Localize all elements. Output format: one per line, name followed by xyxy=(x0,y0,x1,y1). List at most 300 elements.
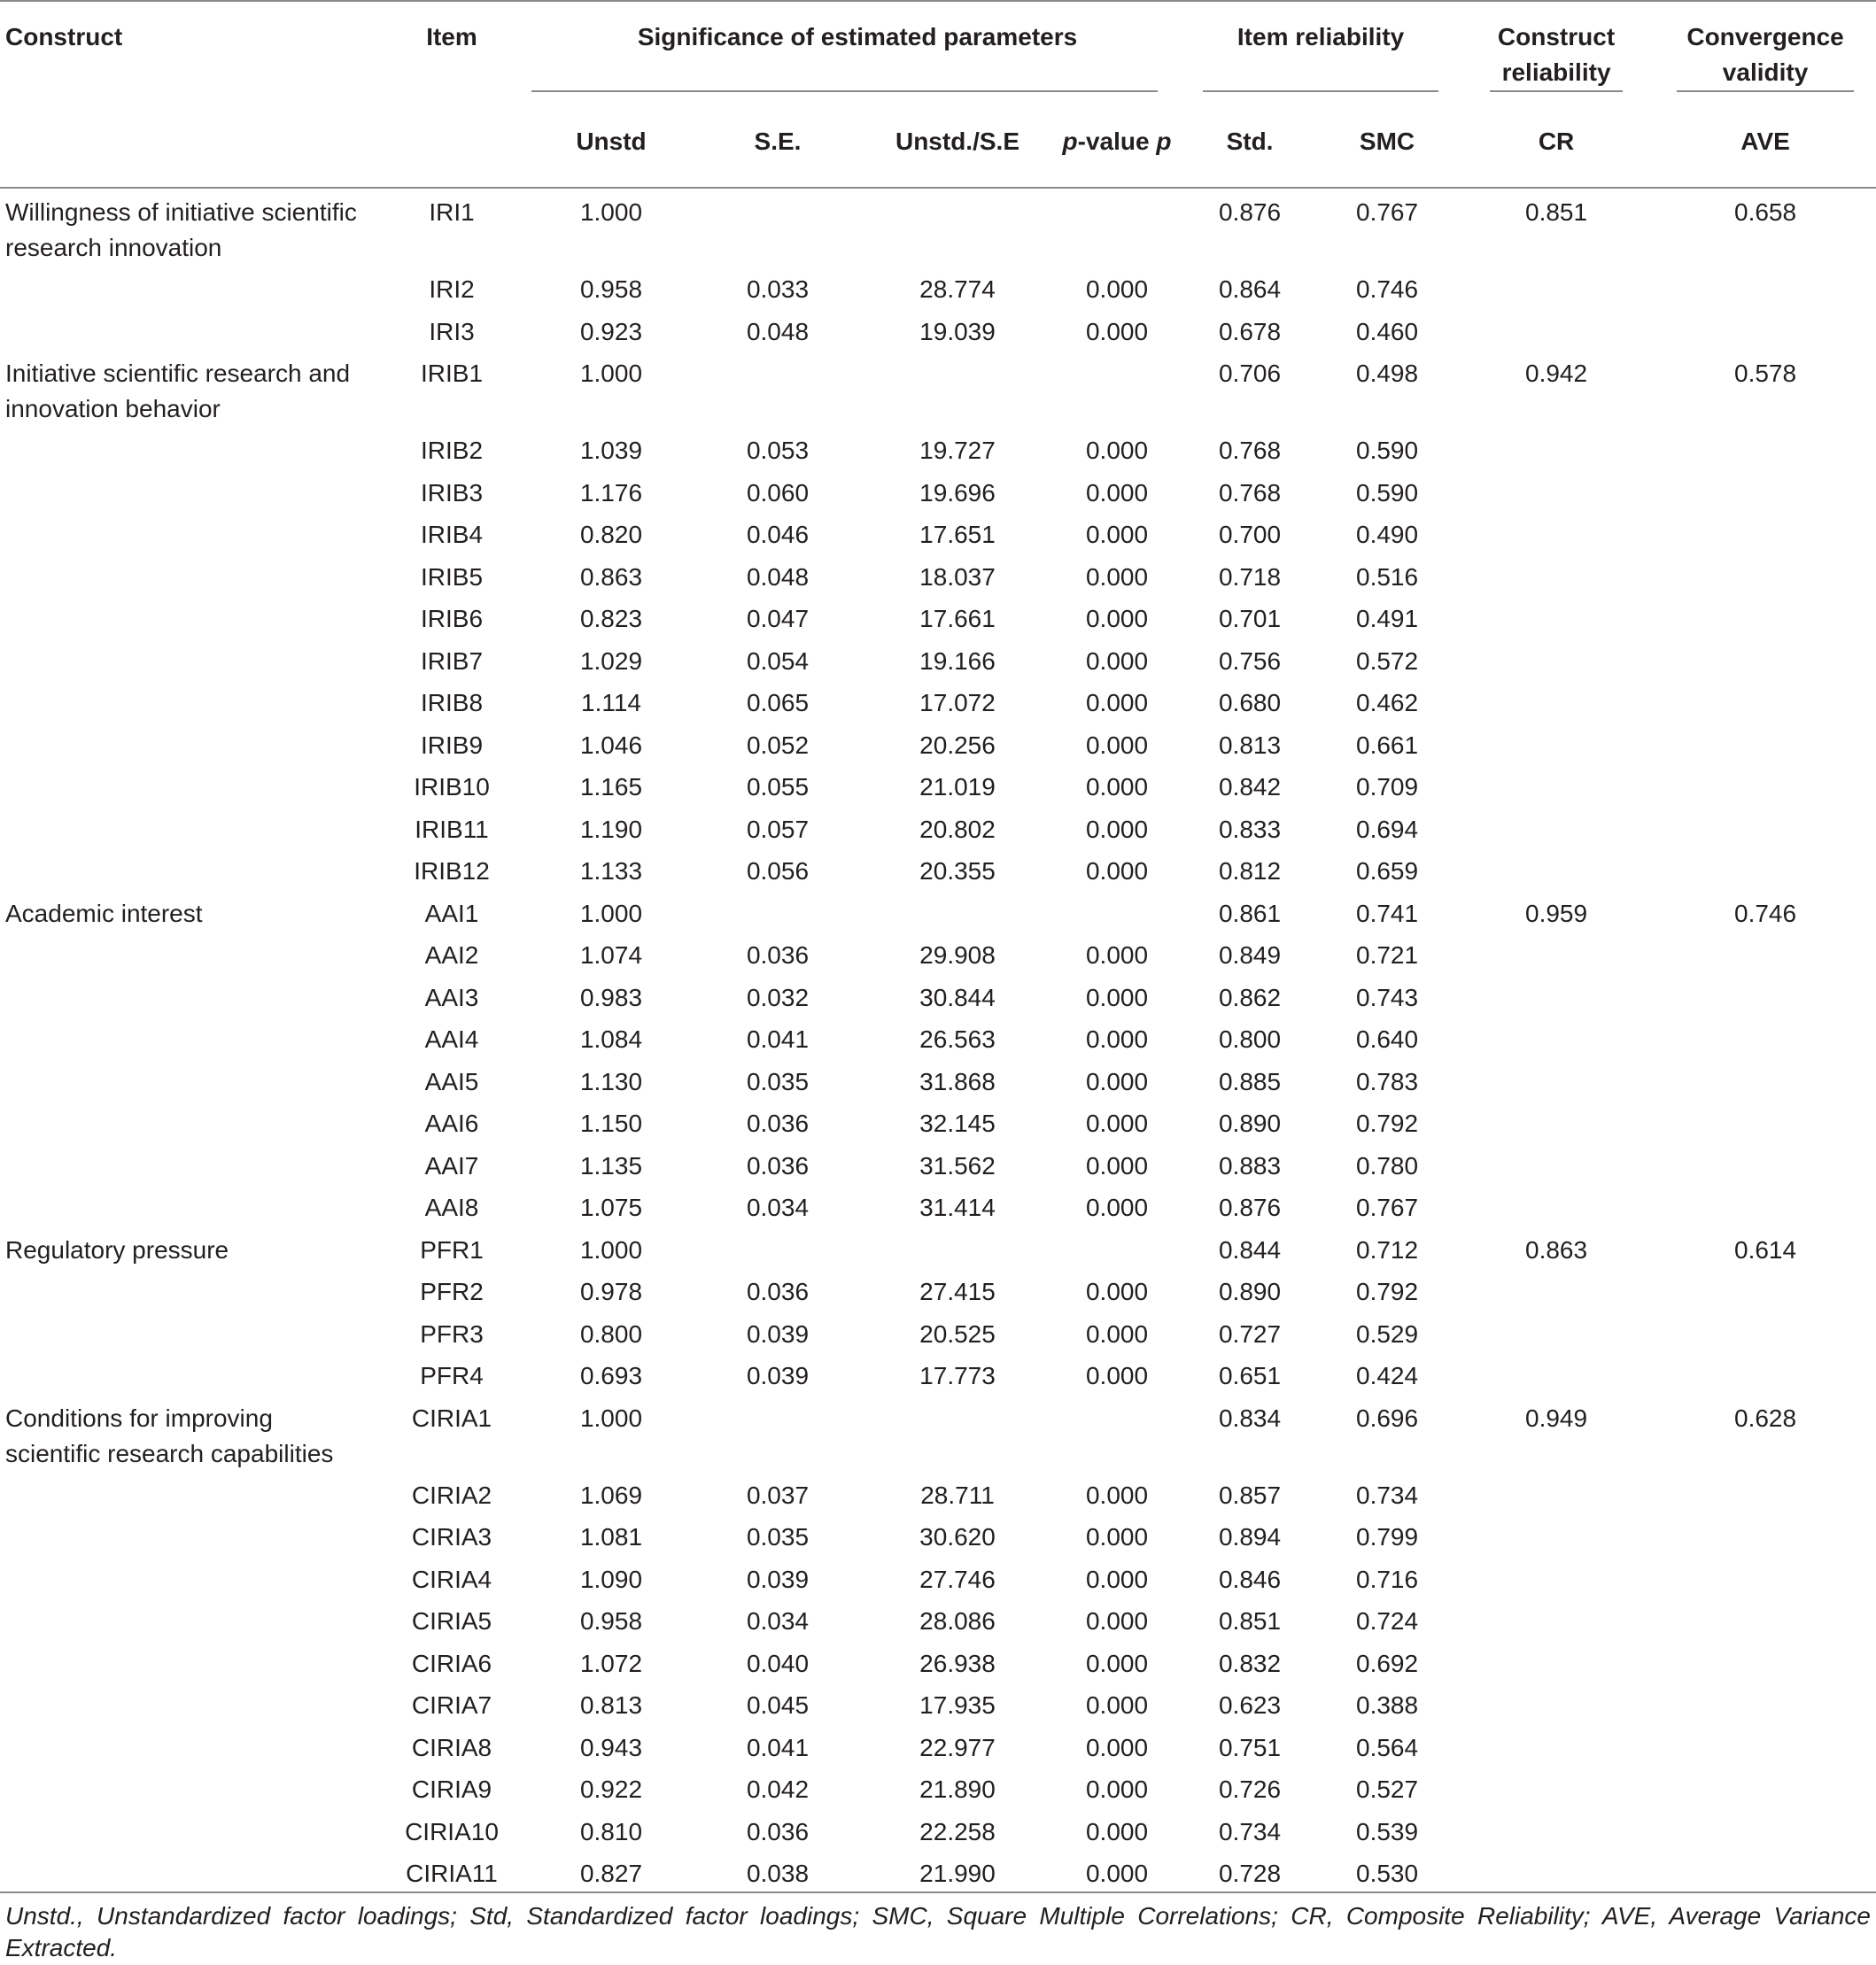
cell-unstd-se: 21.890 xyxy=(919,1775,996,1803)
cell-unstd: 1.000 xyxy=(579,360,643,387)
table-row xyxy=(0,638,1876,680)
table-row xyxy=(0,1472,1876,1514)
cell-cr xyxy=(1458,1352,1655,1395)
cell-std: 0.727 xyxy=(1218,1319,1282,1348)
cell-item: CIRIA8 xyxy=(411,1733,492,1761)
table-row xyxy=(0,1640,1876,1683)
cell-ave: 0.746 xyxy=(1734,899,1797,927)
cell-pvalue: 0.000 xyxy=(1085,1775,1149,1803)
cell-ave: 0.578 xyxy=(1734,360,1797,387)
cell-cr xyxy=(1458,1016,1655,1058)
cell-unstd-se: 17.773 xyxy=(919,1362,996,1389)
cell-item: CIRIA10 xyxy=(405,1817,499,1845)
table-row xyxy=(0,1724,1876,1767)
cell-cr: 0.959 xyxy=(1525,899,1588,927)
cell-construct xyxy=(0,763,372,806)
cell-cr xyxy=(1458,974,1655,1017)
cell-unstd: 0.923 xyxy=(579,317,643,345)
cell-ave xyxy=(1655,308,1876,351)
cell-cr: 0.851 xyxy=(1525,198,1588,226)
cell-construct xyxy=(0,1058,372,1101)
cell-unstd-se: 31.562 xyxy=(919,1151,996,1180)
cell-unstd-se: 19.696 xyxy=(919,478,996,507)
cell-smc: 0.462 xyxy=(1356,689,1419,716)
cell-smc: 0.661 xyxy=(1356,731,1419,759)
cell-item: AAI1 xyxy=(424,899,479,927)
cell-unstd: 0.863 xyxy=(579,562,643,591)
cell-item: CIRIA5 xyxy=(411,1607,492,1635)
cell-se: 0.052 xyxy=(746,731,810,759)
cell-std: 0.883 xyxy=(1218,1151,1282,1180)
cell-pvalue: 0.000 xyxy=(1085,1649,1149,1677)
cell-item: PFR1 xyxy=(420,1235,484,1264)
cell-unstd-se xyxy=(864,350,1050,427)
cell-item: IRIB5 xyxy=(420,562,484,591)
cell-se: 0.039 xyxy=(746,1319,810,1348)
table-row xyxy=(0,763,1876,806)
cell-smc: 0.530 xyxy=(1316,1850,1458,1892)
cell-cr xyxy=(1458,1472,1655,1514)
table-row xyxy=(0,188,1876,266)
cell-se: 0.047 xyxy=(746,605,810,632)
cell-pvalue: 0.000 xyxy=(1085,1691,1149,1719)
cell-item: IRIB2 xyxy=(420,437,484,464)
cell-unstd-se: 31.414 xyxy=(919,1194,996,1221)
cell-pvalue: 0.000 xyxy=(1085,605,1149,632)
pvalue-text: -value xyxy=(1077,128,1157,155)
cell-pvalue: 0.000 xyxy=(1085,857,1149,885)
cell-smc: 0.696 xyxy=(1356,1404,1419,1432)
cell-pvalue: 0.000 xyxy=(1085,1523,1149,1551)
cell-unstd: 1.039 xyxy=(579,437,643,464)
cell-unstd: 1.074 xyxy=(579,941,643,969)
header-significance xyxy=(531,1,1183,92)
table-header xyxy=(0,1,1876,188)
table-row xyxy=(0,847,1876,890)
cell-unstd: 0.958 xyxy=(579,275,643,303)
cell-unstd: 1.072 xyxy=(579,1649,643,1677)
cell-unstd: 1.000 xyxy=(579,1404,643,1432)
cell-unstd: 1.090 xyxy=(579,1565,643,1593)
cell-unstd: 1.084 xyxy=(579,1025,643,1053)
table-row xyxy=(0,1100,1876,1142)
table-row xyxy=(0,1311,1876,1353)
cell-se: 0.057 xyxy=(746,815,810,843)
cell-pvalue: 0.000 xyxy=(1085,1565,1149,1593)
table-row xyxy=(0,427,1876,469)
cell-cr xyxy=(1458,308,1655,351)
cell-se: 0.038 xyxy=(691,1850,864,1892)
cell-pvalue: 0.000 xyxy=(1085,437,1149,464)
table-row xyxy=(0,1513,1876,1556)
cell-cr xyxy=(1458,553,1655,596)
cell-pvalue: 0.000 xyxy=(1085,689,1149,716)
cell-ave xyxy=(1655,1808,1876,1851)
cell-construct xyxy=(0,1598,372,1640)
cell-construct xyxy=(0,1682,372,1724)
cell-item: IRIB6 xyxy=(420,605,484,632)
cell-unstd-se: 19.727 xyxy=(919,437,996,464)
cell-std: 0.833 xyxy=(1218,815,1282,843)
cell-std: 0.844 xyxy=(1218,1235,1282,1264)
cell-se: 0.056 xyxy=(746,857,810,885)
cell-unstd-se xyxy=(864,1395,1050,1472)
cell-unstd-se: 27.746 xyxy=(919,1565,996,1593)
table-row xyxy=(0,1850,1876,1892)
cell-item: CIRIA6 xyxy=(411,1649,492,1677)
cell-smc: 0.516 xyxy=(1356,562,1419,591)
cell-item: CIRIA1 xyxy=(411,1404,492,1432)
cell-ave xyxy=(1655,1766,1876,1808)
cell-construct xyxy=(0,308,372,351)
cell-cr xyxy=(1458,1311,1655,1353)
cell-item: IRIB3 xyxy=(420,478,484,507)
cell-unstd-se: 17.072 xyxy=(919,689,996,716)
cell-pvalue: 0.000 xyxy=(1085,1194,1149,1221)
cell-ave xyxy=(1655,595,1876,638)
cell-unstd: 0.958 xyxy=(579,1607,643,1635)
cell-item: PFR4 xyxy=(420,1362,484,1389)
cell-ave xyxy=(1655,1556,1876,1598)
cell-se: 0.048 xyxy=(746,317,810,345)
cell-unstd: 1.114 xyxy=(581,689,641,716)
cell-std: 0.726 xyxy=(1218,1775,1282,1803)
cell-pvalue: 0.000 xyxy=(1085,941,1149,969)
cell-unstd: 0.813 xyxy=(579,1691,643,1719)
cell-unstd: 0.983 xyxy=(579,983,643,1011)
cell-cr xyxy=(1458,932,1655,974)
cell-unstd-se: 19.166 xyxy=(919,646,996,675)
header-item: Item xyxy=(426,23,477,50)
table-row xyxy=(0,595,1876,638)
cell-cr xyxy=(1458,469,1655,512)
cell-std: 0.706 xyxy=(1218,360,1282,387)
cell-ave xyxy=(1655,806,1876,848)
cell-se: 0.046 xyxy=(746,521,810,548)
cell-construct xyxy=(0,511,372,553)
cell-pvalue: 0.000 xyxy=(1085,562,1149,591)
cell-ave: 0.628 xyxy=(1734,1404,1797,1432)
cell-se xyxy=(691,188,864,266)
cell-ave xyxy=(1655,469,1876,512)
cell-construct xyxy=(0,1724,372,1767)
cell-unstd-se: 20.802 xyxy=(919,815,996,843)
cell-pvalue: 0.000 xyxy=(1085,317,1149,345)
cell-ave: 0.614 xyxy=(1734,1235,1797,1264)
cell-construct xyxy=(0,847,372,890)
cell-std: 0.623 xyxy=(1218,1691,1282,1719)
cell-construct xyxy=(0,427,372,469)
table-row xyxy=(0,1598,1876,1640)
cell-se: 0.041 xyxy=(746,1025,810,1053)
cell-pvalue: 0.000 xyxy=(1085,1110,1149,1137)
cell-pvalue: 0.000 xyxy=(1085,1607,1149,1635)
cell-construct xyxy=(0,806,372,848)
pvalue-italic-p: p xyxy=(1062,128,1078,155)
cell-se xyxy=(691,350,864,427)
cell-construct xyxy=(0,679,372,722)
cell-unstd-se: 17.661 xyxy=(919,605,996,632)
cell-ave xyxy=(1655,1598,1876,1640)
header-item-reliability-label: Item reliability xyxy=(1236,23,1405,50)
cell-construct xyxy=(0,595,372,638)
cell-se: 0.042 xyxy=(746,1775,810,1803)
cell-ave xyxy=(1655,932,1876,974)
cell-smc: 0.692 xyxy=(1356,1649,1419,1677)
cell-std: 0.861 xyxy=(1218,899,1282,927)
cell-item: IRIB4 xyxy=(420,521,484,548)
cell-unstd: 0.823 xyxy=(579,605,643,632)
table-row xyxy=(0,722,1876,764)
cell-smc: 0.712 xyxy=(1356,1235,1419,1264)
cell-std: 0.862 xyxy=(1218,983,1282,1011)
cell-unstd: 1.133 xyxy=(579,857,643,885)
table-row xyxy=(0,1016,1876,1058)
cell-unstd: 1.176 xyxy=(579,478,643,507)
header-significance-label: Significance of estimated parameters xyxy=(637,23,1078,50)
cell-item: CIRIA4 xyxy=(411,1565,492,1593)
table-row xyxy=(0,1395,1876,1472)
cell-unstd-se: 20.256 xyxy=(919,731,996,759)
cell-unstd: 1.130 xyxy=(579,1067,643,1095)
cell-smc: 0.792 xyxy=(1356,1110,1419,1137)
cell-std: 0.851 xyxy=(1218,1607,1282,1635)
cell-std: 0.768 xyxy=(1218,478,1282,507)
cell-unstd-se: 20.525 xyxy=(919,1319,996,1348)
cell-se: 0.065 xyxy=(746,689,810,716)
cell-smc: 0.564 xyxy=(1356,1733,1419,1761)
cell-item: AAI3 xyxy=(424,983,479,1011)
cell-smc: 0.741 xyxy=(1356,899,1419,927)
cell-unstd: 1.029 xyxy=(579,646,643,675)
cell-ave xyxy=(1655,427,1876,469)
cell-cr xyxy=(1458,638,1655,680)
cell-ave xyxy=(1655,1724,1876,1767)
cell-ave xyxy=(1655,1268,1876,1311)
cell-item: PFR2 xyxy=(420,1278,484,1305)
cell-pvalue: 0.000 xyxy=(1085,773,1149,801)
cell-std: 0.885 xyxy=(1218,1067,1282,1095)
table-row xyxy=(0,1142,1876,1185)
table-row xyxy=(0,1556,1876,1598)
table-footnote: Unstd., Unstandardized factor loadings; Std, Standardized factor loadings; SMC, Square Multiple Correlations; CR, Composite Reliability; AVE, Average Variance Extracted. xyxy=(5,1902,1871,1961)
cell-smc: 0.783 xyxy=(1356,1067,1419,1095)
cell-item: IRIB7 xyxy=(420,646,484,675)
cell-unstd-se: 18.037 xyxy=(919,562,996,591)
cell-cr xyxy=(1458,679,1655,722)
cell-se: 0.039 xyxy=(746,1362,810,1389)
table-row xyxy=(0,932,1876,974)
cell-std: 0.800 xyxy=(1218,1025,1282,1053)
cell-construct xyxy=(0,932,372,974)
cell-item: IRIB12 xyxy=(414,857,490,885)
cell-pvalue: 0.000 xyxy=(1085,275,1149,303)
cell-std: 0.894 xyxy=(1218,1523,1282,1551)
cell-ave xyxy=(1655,266,1876,308)
cell-pvalue: 0.000 xyxy=(1085,1278,1149,1305)
cell-construct xyxy=(0,1142,372,1185)
cell-pvalue: 0.000 xyxy=(1085,1151,1149,1180)
header-ave: AVE xyxy=(1655,92,1876,188)
cell-ave xyxy=(1655,1513,1876,1556)
cell-se xyxy=(691,890,864,932)
cell-pvalue xyxy=(1050,890,1183,932)
cell-se: 0.060 xyxy=(746,478,810,507)
table-row xyxy=(0,974,1876,1017)
cell-item: PFR3 xyxy=(420,1319,484,1348)
cell-cr xyxy=(1458,763,1655,806)
cell-item: IRIB10 xyxy=(414,773,490,801)
table-row xyxy=(0,553,1876,596)
cell-pvalue xyxy=(1050,1395,1183,1472)
cell-std: 0.849 xyxy=(1218,941,1282,969)
cell-unstd-se: 21.990 xyxy=(864,1850,1050,1892)
cell-std: 0.768 xyxy=(1218,437,1282,464)
cell-se: 0.045 xyxy=(746,1691,810,1719)
header-cr: CR xyxy=(1458,92,1655,188)
cell-se: 0.034 xyxy=(746,1607,810,1635)
cell-smc: 0.388 xyxy=(1356,1691,1419,1719)
cell-construct: Academic interest xyxy=(5,899,203,927)
cell-se: 0.039 xyxy=(746,1565,810,1593)
cell-std: 0.890 xyxy=(1218,1278,1282,1305)
cell-se: 0.040 xyxy=(746,1649,810,1677)
header-se: S.E. xyxy=(691,92,864,188)
cell-cr: 0.863 xyxy=(1525,1235,1588,1264)
cell-smc: 0.640 xyxy=(1356,1025,1419,1053)
cell-smc: 0.792 xyxy=(1356,1278,1419,1305)
cell-item: IRI1 xyxy=(429,198,475,226)
cell-cr xyxy=(1458,722,1655,764)
header-item-reliability xyxy=(1183,1,1458,92)
header-convergence-validity-label: Convergence validity xyxy=(1686,23,1844,86)
table-row xyxy=(0,350,1876,427)
cell-unstd: 1.000 xyxy=(579,899,643,927)
table-row xyxy=(0,1268,1876,1311)
cell-se: 0.036 xyxy=(746,1817,810,1845)
cell-std: 0.812 xyxy=(1218,857,1282,885)
cell-construct xyxy=(0,266,372,308)
cell-std: 0.751 xyxy=(1218,1733,1282,1761)
cell-ave xyxy=(1655,679,1876,722)
cell-cr xyxy=(1458,806,1655,848)
cell-item: CIRIA9 xyxy=(411,1775,492,1803)
cell-smc: 0.460 xyxy=(1356,317,1419,345)
cell-std: 0.678 xyxy=(1218,317,1282,345)
cell-unstd-se: 17.651 xyxy=(919,521,996,548)
cell-item: AAI2 xyxy=(424,941,479,969)
cell-unstd: 0.693 xyxy=(579,1362,643,1389)
table-row xyxy=(0,469,1876,512)
cell-cr xyxy=(1458,1808,1655,1851)
cell-se xyxy=(691,1226,864,1269)
cell-pvalue xyxy=(1050,1226,1183,1269)
header-construct: Construct xyxy=(5,23,123,50)
cell-se: 0.048 xyxy=(746,562,810,591)
cell-std: 0.651 xyxy=(1218,1362,1282,1389)
cell-pvalue: 0.000 xyxy=(1050,1850,1183,1892)
cell-se: 0.036 xyxy=(746,1278,810,1305)
cell-unstd: 0.943 xyxy=(579,1733,643,1761)
cell-se: 0.055 xyxy=(746,773,810,801)
cell-unstd: 1.046 xyxy=(579,731,643,759)
cell-construct: Initiative scientific research and innovation behavior xyxy=(5,360,351,422)
cell-unstd-se: 32.145 xyxy=(919,1110,996,1137)
cell-pvalue xyxy=(1050,188,1183,266)
cell-construct: Willingness of initiative scientific research innovation xyxy=(5,198,357,261)
cell-construct xyxy=(0,1640,372,1683)
cell-cr xyxy=(1458,1556,1655,1598)
cell-ave xyxy=(1655,1016,1876,1058)
header-pvalue xyxy=(1050,92,1183,188)
cell-std: 0.701 xyxy=(1218,605,1282,632)
cell-cr xyxy=(1458,1682,1655,1724)
cell-item: CIRIA2 xyxy=(411,1481,492,1509)
cell-unstd-se: 21.019 xyxy=(919,773,996,801)
cell-unstd-se: 22.258 xyxy=(919,1817,996,1845)
cell-cr: 0.949 xyxy=(1525,1404,1588,1432)
cell-construct xyxy=(0,1352,372,1395)
cell-std: 0.832 xyxy=(1218,1649,1282,1677)
cell-smc: 0.721 xyxy=(1356,941,1419,969)
cell-cr xyxy=(1458,1142,1655,1185)
cell-smc: 0.743 xyxy=(1356,983,1419,1011)
cell-unstd-se: 22.977 xyxy=(919,1733,996,1761)
cell-unstd-se: 26.563 xyxy=(919,1025,996,1053)
cell-ave xyxy=(1655,722,1876,764)
cell-se: 0.036 xyxy=(746,1110,810,1137)
cell-cr xyxy=(1458,1268,1655,1311)
cell-unstd: 0.827 xyxy=(531,1850,691,1892)
cell-cr xyxy=(1458,847,1655,890)
cell-smc: 0.767 xyxy=(1356,198,1419,226)
pvalue-italic-p2: p xyxy=(1156,128,1172,155)
cell-unstd-se xyxy=(864,188,1050,266)
cell-item: IRIB11 xyxy=(415,815,489,843)
cell-unstd: 0.978 xyxy=(579,1278,643,1305)
cell-ave xyxy=(1655,1311,1876,1353)
cell-ave xyxy=(1655,1640,1876,1683)
cell-cr xyxy=(1458,1058,1655,1101)
header-construct-reliability xyxy=(1458,1,1655,92)
cell-construct: Conditions for improving scientific research capabilities xyxy=(5,1404,334,1467)
cell-smc: 0.659 xyxy=(1356,857,1419,885)
cell-smc: 0.694 xyxy=(1356,815,1419,843)
cell-ave xyxy=(1655,511,1876,553)
table-row xyxy=(0,1184,1876,1226)
cell-construct xyxy=(0,1556,372,1598)
cell-pvalue: 0.000 xyxy=(1085,1733,1149,1761)
header-unstd: Unstd xyxy=(531,92,691,188)
cell-pvalue: 0.000 xyxy=(1085,815,1149,843)
cell-ave xyxy=(1655,1142,1876,1185)
cell-smc: 0.734 xyxy=(1356,1481,1419,1509)
cell-ave xyxy=(1655,1850,1876,1892)
cell-unstd-se: 28.086 xyxy=(919,1607,996,1635)
cell-smc: 0.491 xyxy=(1356,605,1419,632)
cell-cr: 0.942 xyxy=(1525,360,1588,387)
cell-ave xyxy=(1655,1472,1876,1514)
cell-std: 0.718 xyxy=(1218,562,1282,591)
cell-item: CIRIA11 xyxy=(372,1850,531,1892)
cell-se: 0.036 xyxy=(746,941,810,969)
cell-std: 0.890 xyxy=(1218,1110,1282,1137)
table-row xyxy=(0,266,1876,308)
cell-item: IRIB9 xyxy=(420,731,484,759)
cell-smc: 0.490 xyxy=(1356,521,1419,548)
cell-ave xyxy=(1655,638,1876,680)
cell-cr xyxy=(1458,1766,1655,1808)
